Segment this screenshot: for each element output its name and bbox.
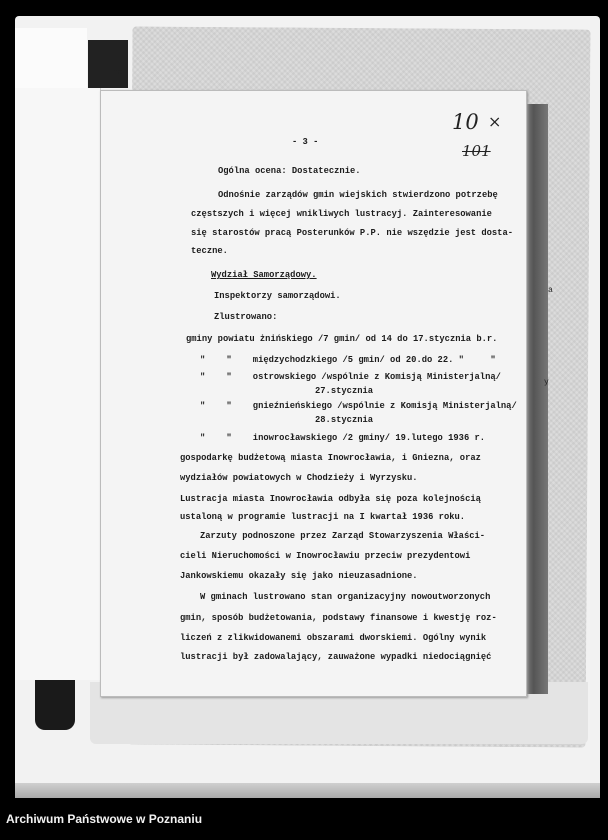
text-line: 28.stycznia <box>315 415 374 425</box>
text-line: cieli Nieruchomości w Inowrocławiu przeciw prezydentowi <box>180 551 471 561</box>
section-heading: Wydział Samorządowy. <box>211 270 317 280</box>
text-line: wydziałów powiatowych w Chodzieży i Wyrzysku. <box>180 473 418 483</box>
text-line: " " międzychodzkiego /5 gmin/ od 20.do 22. " " <box>200 355 496 365</box>
text-line: gospodarkę budżetową miasta Inowrocławia, i Gniezna, oraz <box>180 453 481 463</box>
folio-number: 10 <box>452 110 479 134</box>
text-line: teczne. <box>191 246 228 256</box>
text-line: Jankowskiemu okazały się jako nieuzasadnione. <box>180 571 418 581</box>
text-line: Zarzuty podnoszone przez Zarząd Stowarzyszenia Właści- <box>200 531 486 541</box>
edge-fragment: na <box>113 68 123 77</box>
edge-fragment: a <box>548 286 553 295</box>
page-number: - 3 - <box>292 137 319 147</box>
text-line: częstszych i więcej wnikliwych lustracyj. Zainteresowanie <box>191 209 492 219</box>
left-strip <box>15 88 101 680</box>
text-line: " " inowrocławskiego /2 gminy/ 19.lutego 1936 r. <box>200 433 486 443</box>
archive-footer: Archiwum Państwowe w Poznaniu <box>6 812 203 826</box>
text-line: Odnośnie zarządów gmin wiejskich stwierdzono potrzebę <box>218 190 498 200</box>
text-line: lustracji był zadowalający, zauważone wypadki niedociągnięć <box>180 652 492 662</box>
binding-gap <box>88 40 128 88</box>
text-line: liczeń z zlikwidowanemi obszarami dworskiemi. Ogólny wynik <box>180 633 487 643</box>
edge-fragment: y <box>544 378 549 387</box>
text-line: Ogólna ocena: Dostatecznie. <box>218 166 361 176</box>
text-line: 27.stycznia <box>315 386 374 396</box>
folio-crossed: 101 <box>462 142 491 160</box>
binding-shadow <box>35 680 75 730</box>
text-line: " " gnieźnieńskiego /wspólnie z Komisją Ministerjalną/ <box>200 401 517 411</box>
mount-bottom-edge <box>15 783 600 798</box>
text-line: Lustracja miasta Inowrocławia odbyła się poza kolejnością <box>180 494 481 504</box>
text-line: " " ostrowskiego /wspólnie z Komisją Ministerjalną/ <box>200 372 501 382</box>
text-line: gminy powiatu żnińskiego /7 gmin/ od 14 do 17.stycznia b.r. <box>186 334 498 344</box>
text-line: W gminach lustrowano stan organizacyjny nowoutworzonych <box>200 592 491 602</box>
folio-mark: ⨯ <box>488 112 502 131</box>
left-tab <box>15 28 87 88</box>
text-line: Inspektorzy samorządowi. <box>214 291 341 301</box>
text-line: gmin, sposób budżetowania, podstawy finansowe i kwestję roz- <box>180 613 497 623</box>
text-line: Zlustrowano: <box>214 312 278 322</box>
document-page <box>100 90 527 697</box>
text-line: się starostów pracą Posterunków P.P. nie wszędzie jest dosta- <box>191 228 514 238</box>
text-line: ustaloną w programie lustracji na I kwartał 1936 roku. <box>180 512 466 522</box>
